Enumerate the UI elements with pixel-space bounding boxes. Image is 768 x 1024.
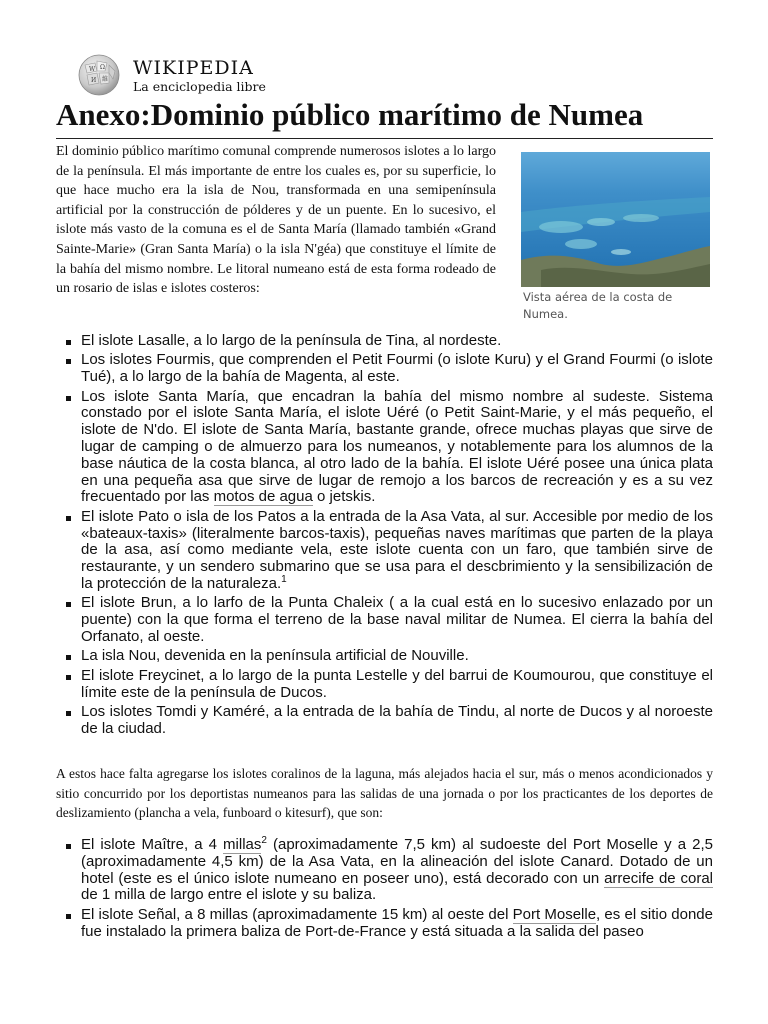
list-item-text: El islote Señal, a 8 millas (aproximadamente 15 km) al oeste del — [81, 905, 513, 923]
list-item-text: Los islote Santa María, que encadran la bahía del mismo nombre al sudeste. Sistema constado por el islote Santa María, el islote Uéré (o Petit Saint-Marie, y el más pequeño, el islote de N'do. El islote de Santa María, bastante grande, ofrece muchas playas que sirve de lugar de camping o de almuerzo para los numeanos, y notablemente para los alumnos de la base náutica de la costa blanca, al otro lado de la bahía. El islote Uéré posee una única plata en una pequeña asa que sirve de lugar de remojo a los barcos de recreación y es a su vez frecuentado por las — [81, 387, 713, 506]
list-item: La isla Nou, devenida en la península artificial de Nouville. — [56, 648, 713, 665]
list-item-text: El islote Pato o isla de los Patos a la entrada de la Asa Vata, al sur. Accesible por medio de los «bateaux-taxis» (literalmente barcos-taxis), pequeñas naves marítimas que parten de la playa de la asa, así como mediante vela, este islote cuenta con un faro, que también sirve de restaurante, y un sendero submarino que se usa para el descbrimiento y la sensibilización de la protección de la naturaleza. — [81, 507, 713, 592]
wikipedia-wordmark[interactable]: WIKIPEDIA — [133, 57, 254, 79]
svg-text:維: 維 — [102, 76, 109, 83]
page-title: Anexo:Dominio público marítimo de Numea — [56, 96, 713, 139]
aerial-coast-photo[interactable] — [521, 152, 710, 287]
islands-list — [56, 333, 713, 740]
link-port-moselle[interactable]: Port Moselle — [512, 905, 597, 923]
list-item-text: El islote Maître, a 4 — [81, 836, 224, 853]
figure — [521, 152, 711, 323]
list-item: Los islotes Fourmis, que comprenden el Petit Fourmi (o islote Kuru) y el Grand Fourmi (o islote Tué), a lo largo de la bahía de Magenta, al este. — [56, 352, 713, 386]
list-item-text: , es el sitio donde fue instalado la primera baliza de Port-de-France y está situada a la salida del paseo — [81, 905, 713, 940]
list-item-text: de 1 milla de largo entre el islote y su baliza. — [81, 886, 377, 904]
site-header[interactable] — [75, 53, 375, 99]
list-item — [56, 509, 713, 593]
link-arrecife-de-coral[interactable]: arrecife de coral — [604, 869, 713, 887]
coral-islets-paragraph: A estos hace falta agregarse los islotes coralinos de la laguna, más alejados hacia el sur, más o menos acondicionados y sitio concurrido por los deportistas numeanos para las salidas de una jornada o por los practicantes de los deportes de deslizamiento (plancha a vela, funboard o kitesurf), que son: — [56, 766, 713, 820]
list-item — [56, 907, 713, 941]
list-item: El islote Brun, a lo larfo de la Punta Chaleix ( a la cual está en lo sucesivo enlazado por un puente) con la que forma el terreno de la base naval militar de Numea. El cierra la bahía del Orfanato, al oeste. — [56, 595, 713, 645]
list-item: Los islotes Tomdi y Kaméré, a la entrada de la bahía de Tindu, al norte de Ducos y al noroeste de la ciudad. — [56, 704, 713, 738]
footnote-ref[interactable]: 1 — [281, 573, 287, 585]
coral-islets-list — [56, 837, 713, 943]
list-item-text: (aproximadamente 7,5 km) al sudoeste del Port Moselle y a 2,5 (aproximadamente 4,5 km) de la Asa Vata, en la alineación del islote Canard. Dotado de un hotel (este es el único islote numeano en poseer uno), está decorado con un — [81, 836, 713, 887]
list-item — [56, 837, 713, 904]
link-millas[interactable]: millas — [223, 836, 262, 853]
intro-paragraph: El dominio público marítimo comunal comprende numerosos islotes a lo largo de la península. El más importante de entre los cuales es, por su superficie, lo que hace mucho era la isla de Nou, transformada en una semipenínsula artificial por la construcción de pólderes y de un puente. En lo sucesivo, el islote más vasto de la comuna es el de Santa María (llamado también «Grand Sainte-Marie» (Gran Santa María) o la isla N'géa) que constituye el límite de la bahía del mismo nombre. Le litoral numeano está de esta forma rodeado de un rosario de islas e islotes costeros: — [56, 144, 496, 297]
list-item — [56, 389, 713, 507]
wikipedia-globe-icon[interactable] — [75, 53, 123, 97]
list-item: El islote Freycinet, a lo largo de la punta Lestelle y del barrui de Koumourou, que constituye el límite este de la península de Ducos. — [56, 668, 713, 702]
svg-text:И: И — [91, 77, 97, 84]
figure-caption: Vista aérea de la costa de Numea. — [523, 290, 673, 321]
tagline: La enciclopedia libre — [133, 79, 266, 94]
list-item-text: o jetskis. — [312, 488, 376, 506]
svg-text:Ω: Ω — [100, 64, 105, 71]
list-item: El islote Lasalle, a lo largo de la península de Tina, al nordeste. — [56, 333, 521, 350]
footnote-ref[interactable]: 2 — [261, 835, 267, 846]
link-motos-de-agua[interactable]: motos de agua — [213, 488, 313, 506]
svg-text:W: W — [89, 66, 96, 73]
